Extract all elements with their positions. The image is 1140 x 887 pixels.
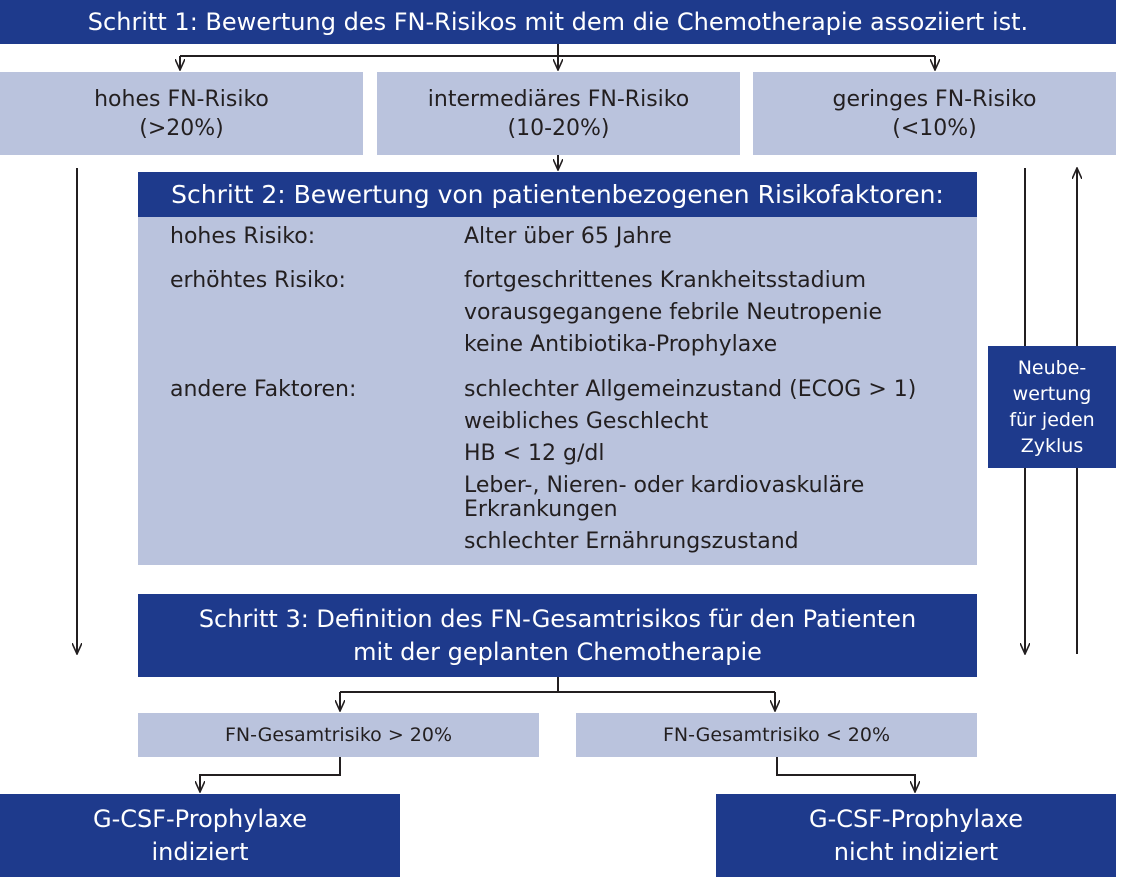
group-label-high: hohes Risiko: (170, 224, 316, 249)
total-risk-low-box (576, 713, 977, 757)
outcome-indicated-box (0, 794, 400, 877)
risk-factors-panel (138, 217, 977, 565)
total-risk-high-box (138, 713, 539, 757)
total-risk-label: FN-Gesamtrisiko < 20% (662, 724, 891, 746)
risk-name: geringes FN-Risiko (832, 86, 1037, 112)
outcome-line: indiziert (151, 837, 249, 866)
factor-item: schlechter Allgemeinzustand (ECOG > 1) (464, 377, 917, 402)
outcome-line: nicht indiziert (833, 837, 999, 866)
factor-item: fortgeschrittenes Krankheitsstadium (464, 268, 867, 293)
outcome-not-indicated-box (716, 794, 1116, 877)
risk-box-high (0, 72, 363, 155)
risk-box-intermediate (377, 72, 740, 155)
risk-range: (10-20%) (507, 115, 610, 141)
risk-box-low (753, 72, 1116, 155)
step3-branch-line (340, 677, 775, 692)
risk-name: intermediäres FN-Risiko (427, 86, 690, 112)
reassessment-line: Neube- (1017, 357, 1087, 379)
factor-item: Leber-, Nieren- oder kardiovaskuläre Erkrankungen (464, 473, 865, 522)
reassessment-box (988, 346, 1116, 468)
factor-item: weibliches Geschlecht (464, 409, 709, 434)
reassessment-line: wertung (1012, 383, 1092, 405)
total-risk-label: FN-Gesamtrisiko > 20% (224, 724, 453, 746)
outcome-line: G-CSF-Prophylaxe (808, 804, 1024, 833)
reassessment-line: für jeden (1009, 409, 1095, 431)
group-label-elevated: erhöhtes Risiko: (170, 268, 346, 293)
high-total-to-outcome-arrow (200, 757, 340, 792)
step1-title: Schritt 1: Bewertung des FN-Risikos mit dem die Chemotherapie assoziiert ist. (87, 8, 1029, 36)
step2-title: Schritt 2: Bewertung von patientenbezogenen Risikofaktoren: (171, 180, 944, 209)
reassessment-line: Zyklus (1020, 435, 1084, 457)
low-total-to-outcome-arrow (777, 757, 915, 792)
risk-name: hohes FN-Risiko (94, 86, 269, 112)
step3-title-line: Schritt 3: Definition des FN-Gesamtrisikos für den Patienten (198, 604, 917, 633)
factor-item: keine Antibiotika-Prophylaxe (464, 332, 778, 357)
outcome-line: G-CSF-Prophylaxe (92, 804, 308, 833)
step3-title-line: mit der geplanten Chemotherapie (353, 637, 762, 666)
risk-range: (<10%) (892, 115, 977, 141)
factor-item: vorausgegangene febrile Neutropenie (464, 300, 882, 325)
factor-item: HB < 12 g/dl (464, 441, 605, 466)
factor-item: Alter über 65 Jahre (464, 224, 672, 249)
step3-box (138, 594, 977, 677)
group-label-other: andere Faktoren: (170, 377, 357, 402)
step2-header (138, 172, 977, 217)
risk-range: (>20%) (139, 115, 224, 141)
factor-item: schlechter Ernährungszustand (464, 529, 799, 554)
step1-header (0, 0, 1116, 44)
